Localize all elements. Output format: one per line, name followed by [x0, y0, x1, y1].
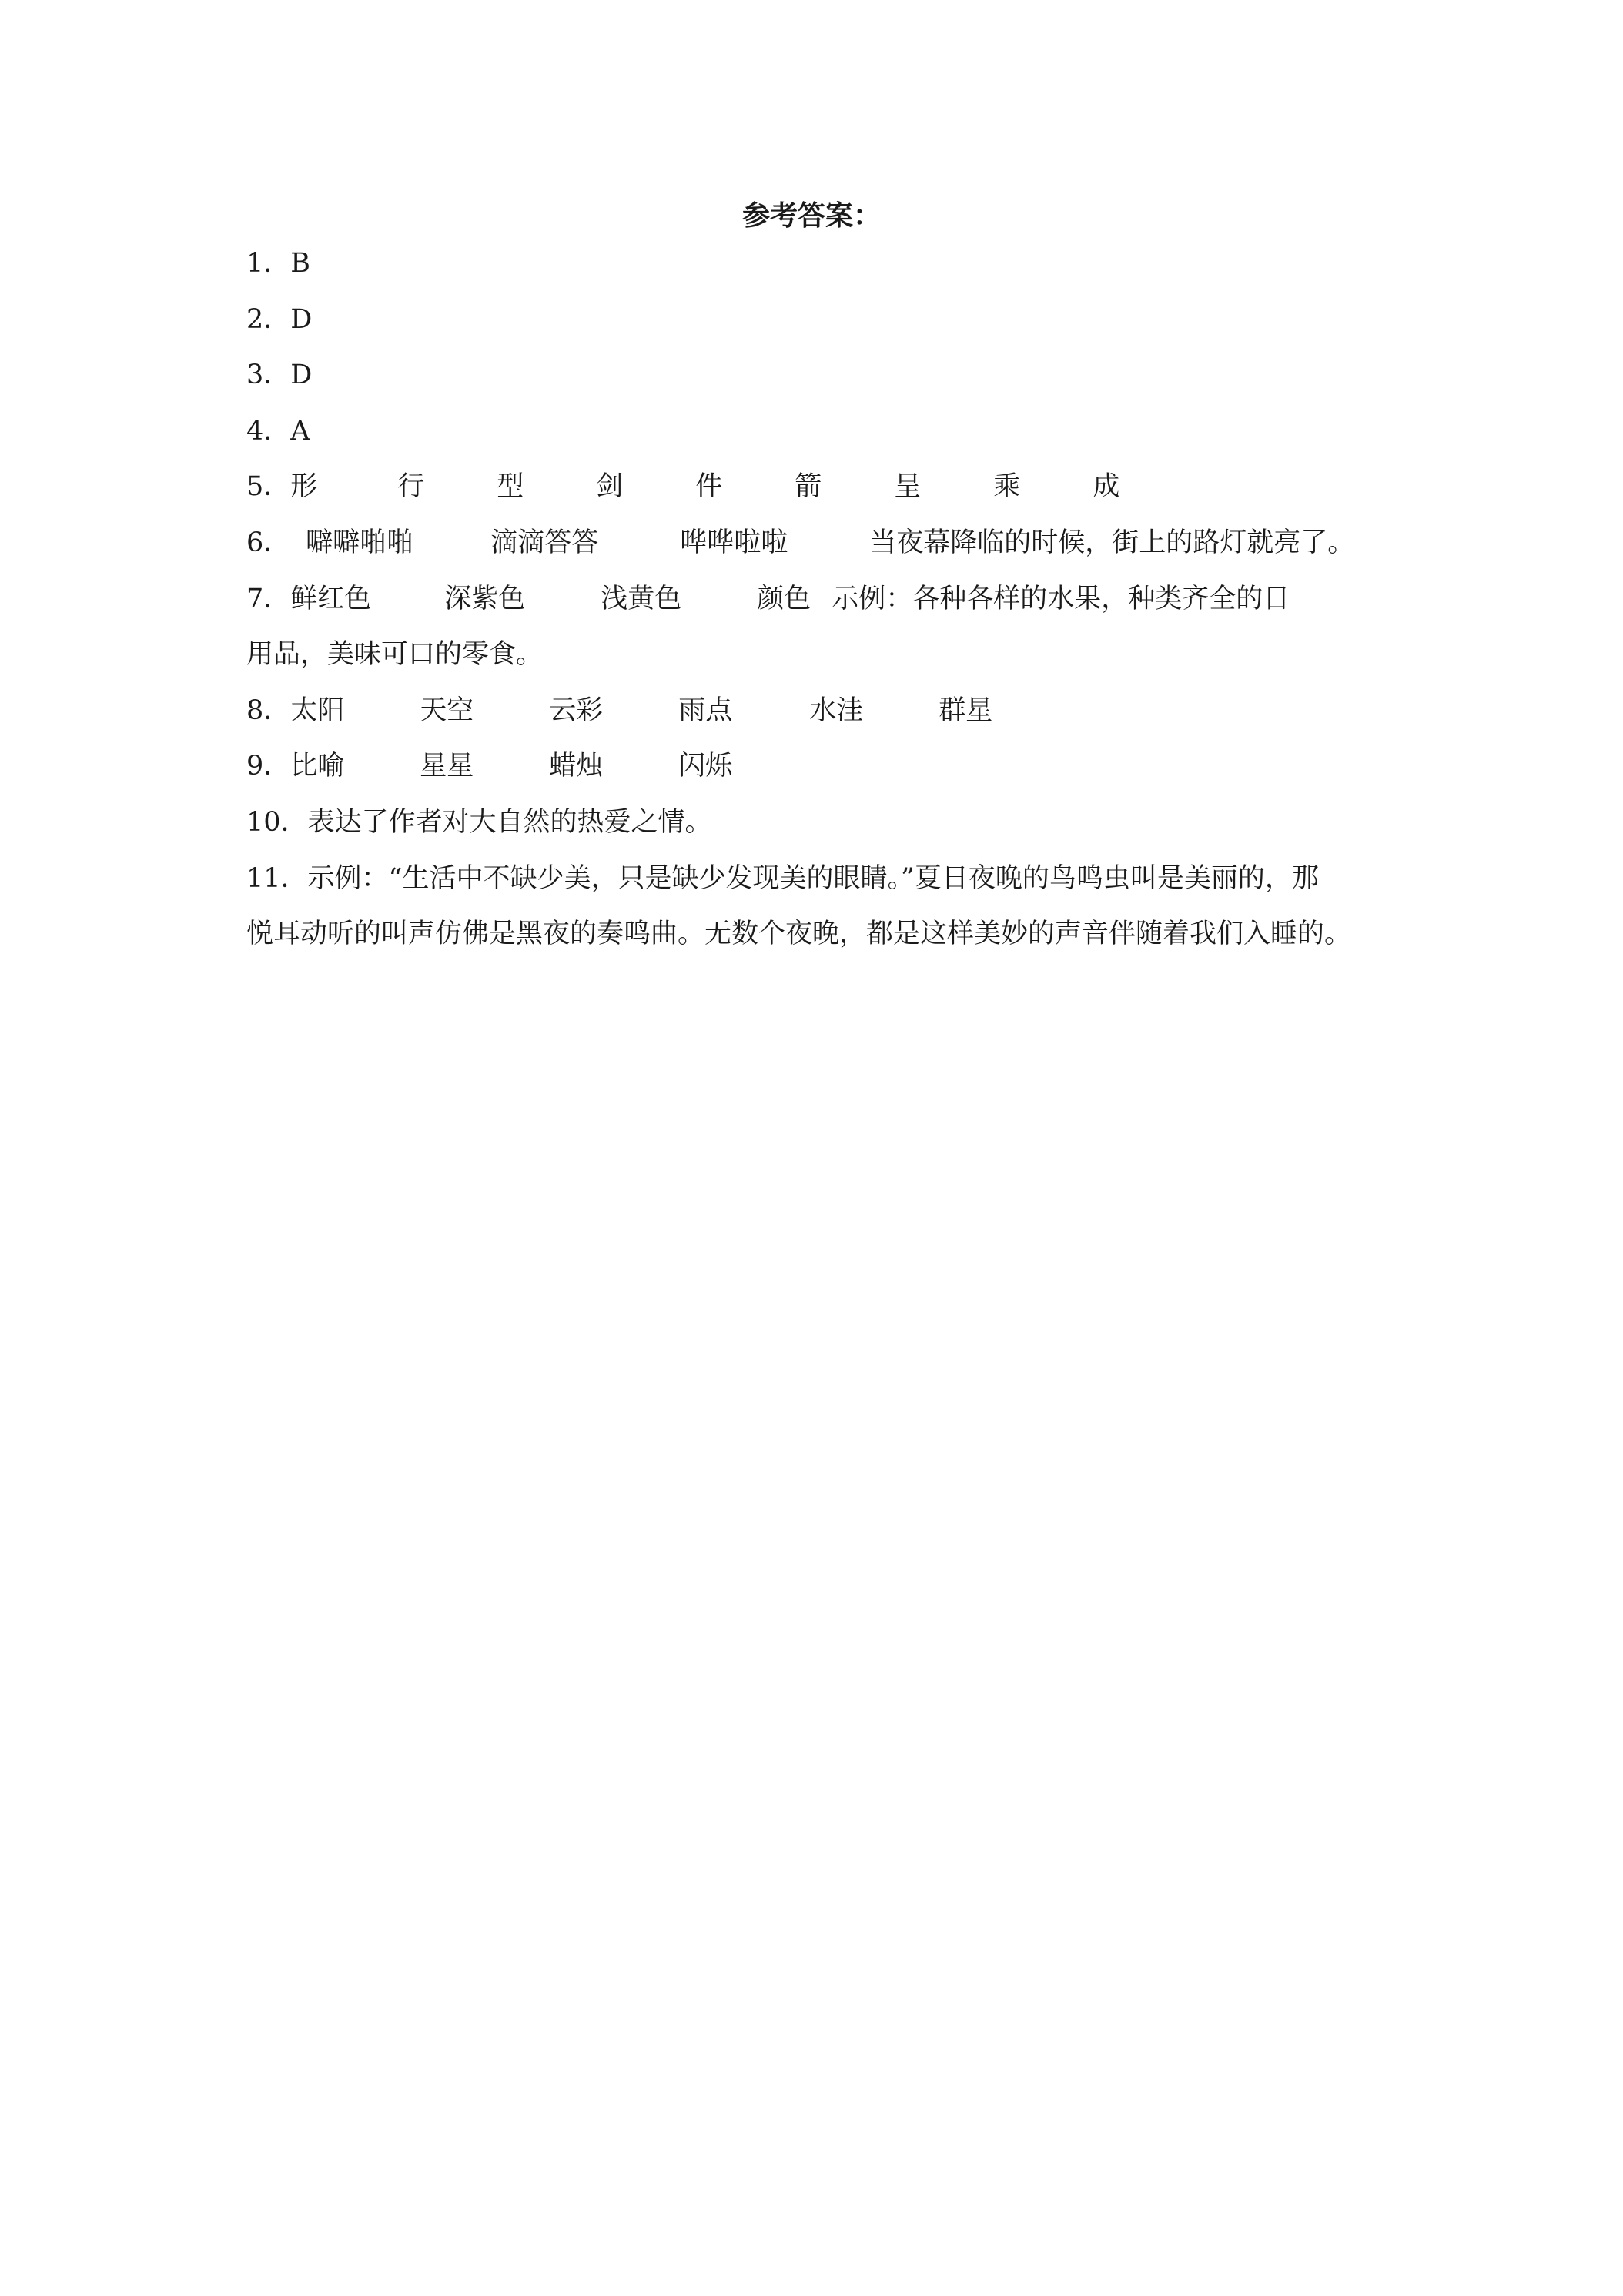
answer-item-11-continuation	[246, 906, 1386, 962]
answer-word: 比喻	[290, 751, 345, 782]
answer-word: 深紫色	[444, 583, 526, 614]
answer-word: 哗哗啦啦	[680, 527, 788, 558]
word-sequence	[290, 738, 808, 795]
answer-word: 群星	[939, 694, 993, 726]
answer-item-11	[246, 851, 1386, 907]
page-title: 参考答案：	[741, 199, 881, 232]
answer-word: 蜡烛	[549, 751, 604, 782]
answer-word: 型	[497, 471, 524, 503]
item-number: 8．	[246, 694, 291, 726]
answer-item-5	[246, 459, 1386, 515]
answer-word: 水洼	[809, 694, 864, 726]
answer-word: 呈	[894, 471, 922, 503]
answer-word: 浅黄色	[601, 583, 682, 614]
word-sequence	[290, 683, 1068, 739]
answer-word: 滴滴答答	[490, 527, 599, 558]
answer-word: 云彩	[549, 694, 604, 726]
answer-item-9	[246, 738, 1386, 795]
answer-word: 形	[290, 471, 318, 503]
answer-word: 成	[1093, 471, 1120, 503]
item-text: A	[290, 415, 310, 447]
item-number: 4．	[246, 415, 291, 447]
item-number: 7．	[246, 583, 291, 614]
word-sequence	[290, 515, 1354, 571]
answer-word: 箭	[795, 471, 822, 503]
item-text: 悦耳动听的叫声仿佛是黑夜的奏鸣曲。无数个夜晚，都是这样美妙的声音伴随着我们入睡的。	[246, 919, 1352, 950]
answer-word: 行	[397, 471, 425, 503]
answer-word: 闪烁	[678, 751, 733, 782]
answer-item-1	[246, 236, 1386, 292]
answer-item-3	[246, 347, 1386, 403]
answer-word: 件	[695, 471, 723, 503]
answer-item-6	[246, 515, 1386, 571]
item-text: D	[290, 303, 313, 335]
answer-word: 太阳	[290, 694, 345, 726]
item-number: 6．	[246, 527, 291, 558]
item-number: 3．	[246, 360, 291, 391]
answer-word: 天空	[420, 694, 474, 726]
answer-item-7-continuation	[246, 627, 1386, 683]
answer-item-10	[246, 795, 1386, 851]
answer-item-4	[246, 403, 1386, 460]
answer-sentence: 当夜幕降临的时候，街上的路灯就亮了。	[869, 527, 1355, 558]
word-sequence	[290, 571, 1290, 628]
answer-item-7	[246, 571, 1386, 628]
answer-word: 星星	[420, 751, 474, 782]
item-number: 9．	[246, 751, 291, 782]
answer-word: 雨点	[678, 694, 733, 726]
answer-item-8	[246, 683, 1386, 739]
item-text: 示例：“生活中不缺少美，只是缺少发现美的眼睛。”夏日夜晚的鸟鸣虫叫是美丽的，那	[307, 862, 1319, 894]
item-number: 5．	[246, 471, 291, 503]
item-text: 用品，美味可口的零食。	[246, 639, 544, 671]
answer-list	[246, 236, 1386, 962]
item-number: 2．	[246, 303, 291, 335]
item-text: B	[290, 248, 311, 279]
answer-word: 鲜红色	[290, 583, 372, 614]
answer-word: 剑	[596, 471, 624, 503]
item-text: 表达了作者对大自然的热爱之情。	[307, 806, 712, 838]
answer-word: 颜色	[757, 583, 812, 614]
item-number: 10．	[246, 806, 308, 838]
answer-example: 示例：各种各样的水果，种类齐全的日	[832, 583, 1290, 614]
item-number: 11．	[246, 862, 308, 894]
answer-word: 噼噼啪啪	[306, 527, 414, 558]
word-sequence	[290, 459, 1192, 515]
answer-item-2	[246, 292, 1386, 348]
item-text: D	[290, 360, 313, 391]
answer-word: 乘	[993, 471, 1021, 503]
item-number: 1．	[246, 248, 291, 279]
